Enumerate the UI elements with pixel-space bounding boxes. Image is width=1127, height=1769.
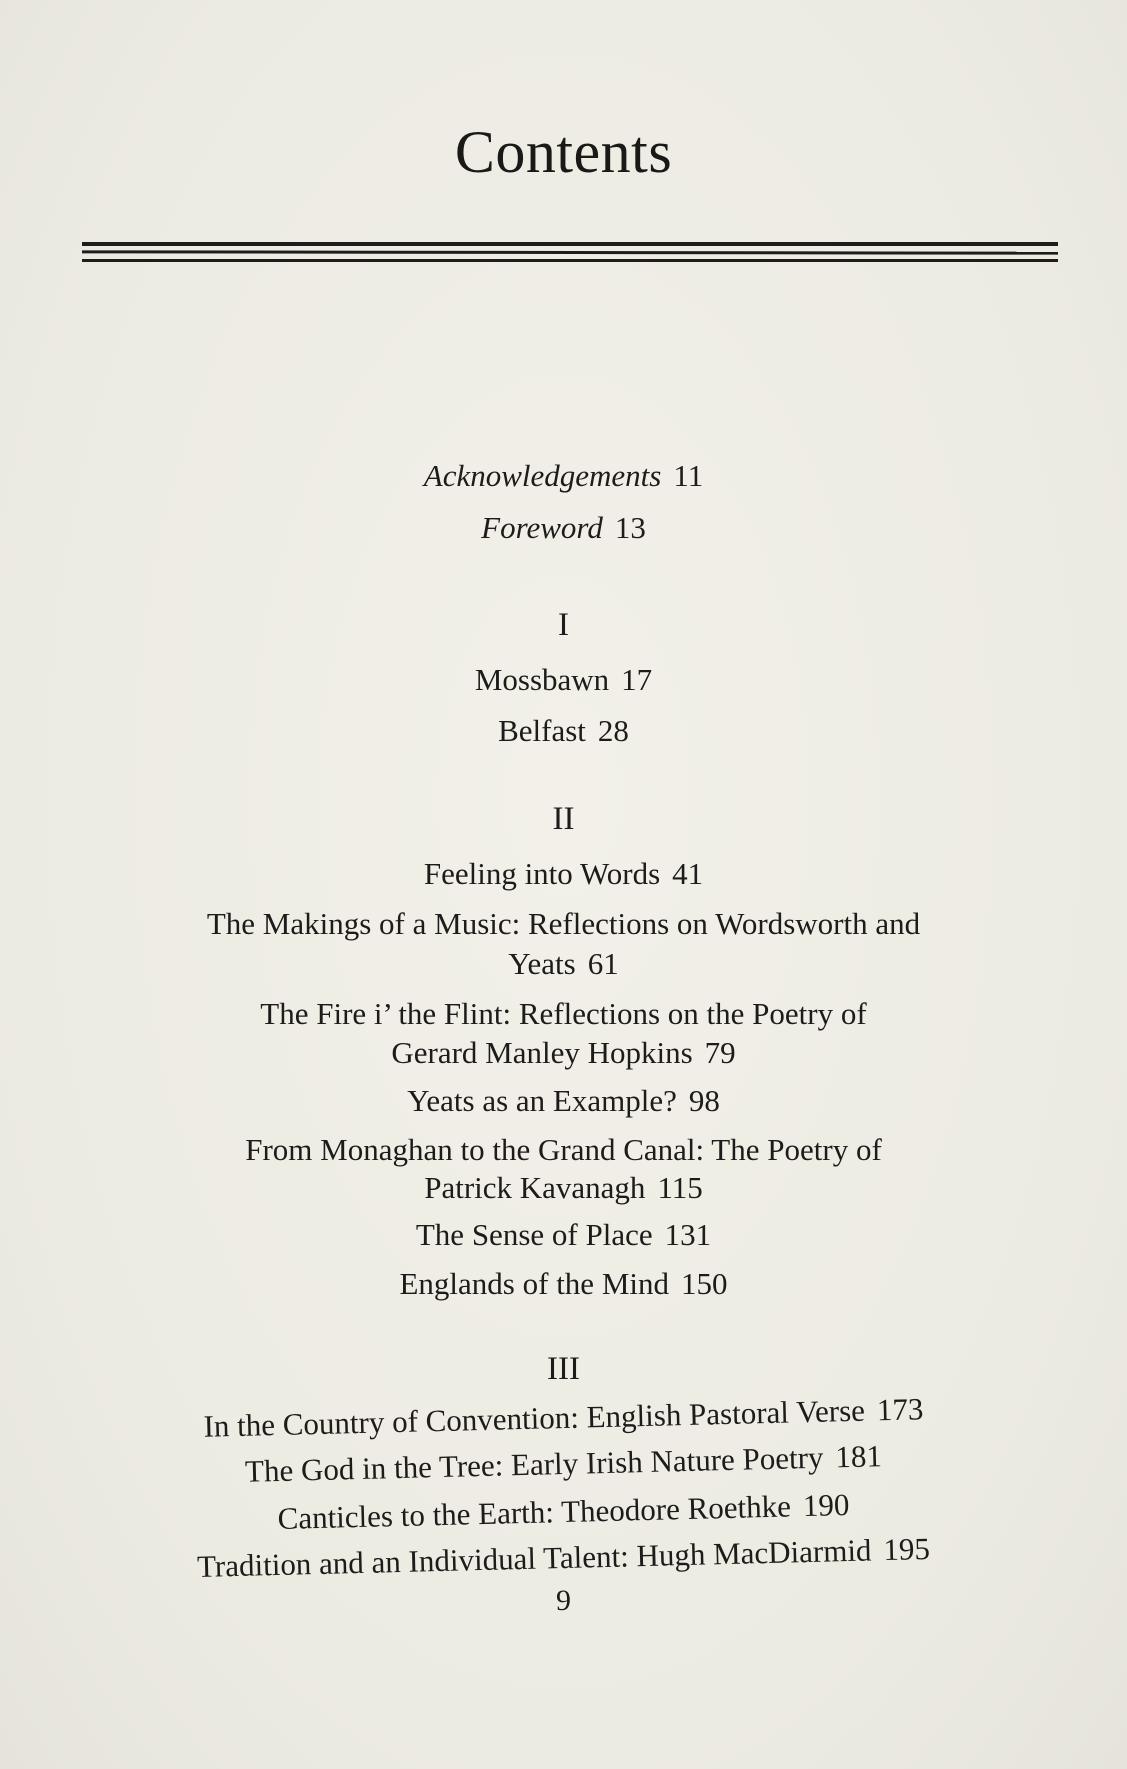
toc-entry-title: Englands of the Mind: [399, 1266, 669, 1301]
title-rule-bottom: [82, 259, 1058, 262]
toc-entry-title: In the Country of Convention: English Pastoral Verse: [203, 1392, 866, 1444]
toc-entry-page: 41: [672, 856, 704, 891]
toc-entry-sense-of-place: [0, 1217, 1127, 1253]
title-rule-middle: [82, 250, 1058, 254]
toc-entry-page: 173: [876, 1391, 924, 1428]
toc-entry-makings-of-a-music-cont: [0, 946, 1127, 982]
toc-entry-title: The Sense of Place: [415, 1217, 653, 1252]
toc-entry-title: Foreword: [481, 510, 603, 545]
toc-entry-monaghan-to-grand-canal-cont: [0, 1170, 1127, 1206]
toc-entry-page: 115: [657, 1170, 703, 1205]
toc-entry-page: 190: [802, 1487, 850, 1524]
toc-entry-page: 11: [673, 458, 704, 493]
toc-entry-title: From Monaghan to the Grand Canal: The Poetry of: [245, 1132, 882, 1167]
toc-entry-page: 181: [834, 1438, 883, 1475]
toc-entry-feeling-into-words: [0, 856, 1127, 892]
toc-entry-title: Feeling into Words: [423, 856, 661, 891]
toc-entry-yeats-as-an-example: [0, 1083, 1127, 1119]
toc-entry-title: Yeats as an Example?: [407, 1083, 677, 1118]
toc-entry-title: Canticles to the Earth: Theodore Roethke: [277, 1488, 792, 1536]
part-heading-iii: III: [547, 1351, 580, 1387]
toc-entry-fire-in-the-flint-cont: [0, 1035, 1127, 1071]
toc-entry-page: 28: [597, 713, 629, 748]
toc-entry-page: 98: [688, 1083, 720, 1118]
toc-entry-mossbawn: [0, 662, 1127, 698]
toc-entry-title-continued: Patrick Kavanagh: [424, 1170, 646, 1205]
toc-entry-fire-in-the-flint: [0, 996, 1127, 1032]
toc-entry-page: 61: [587, 946, 619, 981]
toc-entry-title-continued: Gerard Manley Hopkins: [391, 1035, 693, 1070]
toc-entry-page: 195: [882, 1531, 931, 1568]
toc-entry-title: Belfast: [498, 713, 586, 748]
part-heading-i: I: [558, 607, 569, 643]
toc-entry-monaghan-to-grand-canal: [0, 1132, 1127, 1168]
title-rule-top: [82, 242, 1058, 246]
toc-entry-title: The Makings of a Music: Reflections on Wordsworth and: [206, 906, 921, 941]
page-title: Contents: [454, 119, 673, 185]
part-heading-ii: II: [552, 801, 575, 837]
toc-entry-page: 131: [664, 1217, 712, 1252]
toc-entry-page: 150: [681, 1266, 728, 1301]
toc-entry-title-continued: Yeats: [508, 946, 576, 981]
toc-entry-acknowledgements: [0, 458, 1127, 494]
toc-entry-englands-of-the-mind: [0, 1266, 1127, 1302]
toc-entry-page: 79: [704, 1035, 736, 1070]
toc-entry-title: Mossbawn: [474, 662, 610, 697]
toc-entry-foreword: [0, 510, 1127, 546]
page-number: 9: [556, 1584, 571, 1617]
toc-entry-title: The Fire i’ the Flint: Reflections on the Poetry of: [260, 996, 867, 1031]
toc-entry-makings-of-a-music: [0, 906, 1127, 942]
toc-entry-title: Tradition and an Individual Talent: Hugh MacDiarmid: [196, 1532, 872, 1584]
toc-entry-title: The God in the Tree: Early Irish Nature Poetry: [244, 1439, 824, 1489]
toc-entry-page: 13: [614, 510, 646, 545]
toc-entry-page: 17: [621, 662, 653, 697]
toc-entry-belfast: [0, 713, 1127, 749]
toc-entry-title: Acknowledgements: [423, 458, 662, 493]
